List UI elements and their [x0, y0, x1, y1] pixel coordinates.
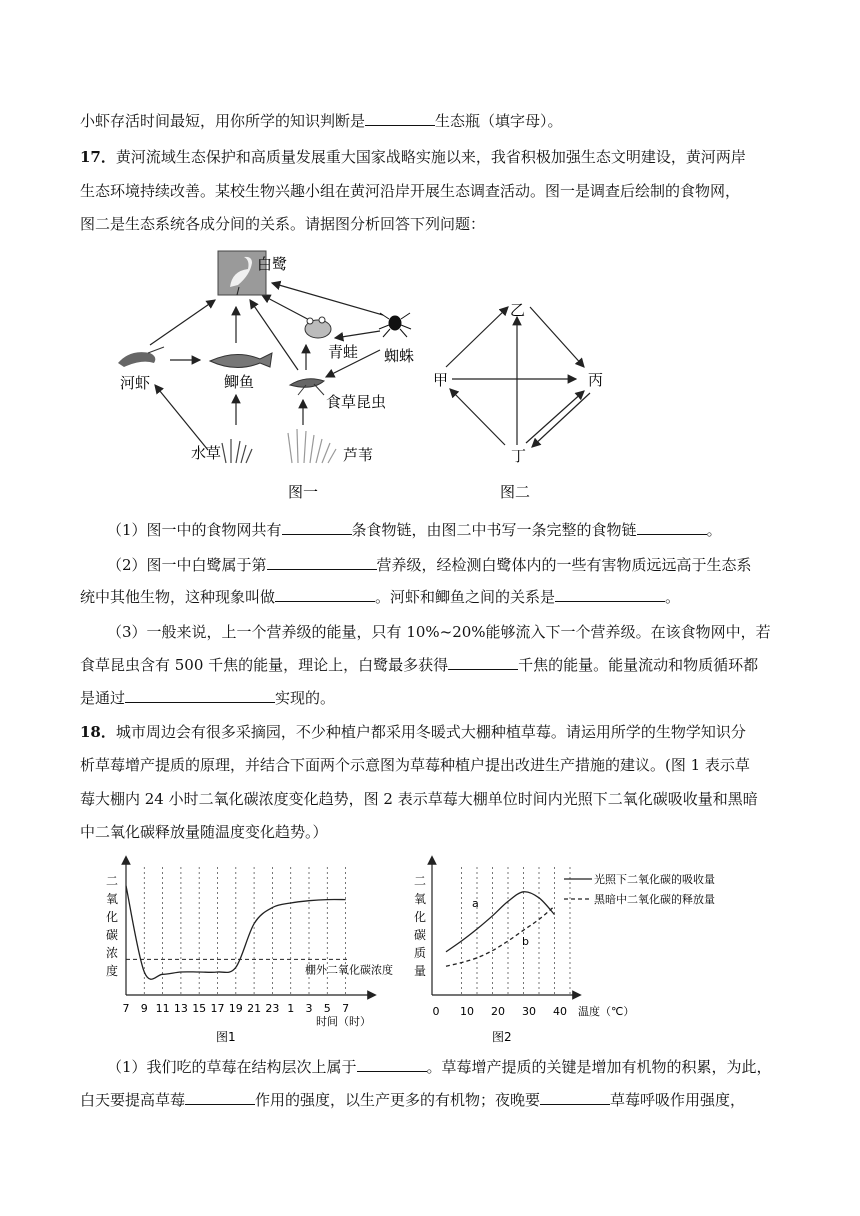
x-tick-label: 1 [287, 1002, 295, 1015]
x-tick-label: 13 [173, 1002, 188, 1015]
label-frog: 青蛙 [328, 343, 359, 361]
x-tick-label: 30 [522, 1005, 536, 1018]
label-water-grass: 水草 [191, 444, 222, 462]
q17-part2-line1 [107, 555, 807, 575]
chart-co2-24h [100, 855, 415, 1050]
x-tick-label: 11 [155, 1002, 170, 1015]
curve-b-label: b [522, 935, 529, 948]
q17-stem-line2: 生态环境持续改善。某校生物兴趣小组在黄河沿岸开展生态调查活动。图一是调查后绘制的食物网， [80, 182, 741, 200]
legend-solid-label: 光照下二氧化碳的吸收量 [594, 873, 715, 886]
q18-part1-line2 [80, 1090, 780, 1110]
answer-blank[interactable] [540, 1090, 610, 1105]
answer-blank[interactable] [448, 655, 518, 670]
q17-p3-text: 千焦的能量。能量流动和物质循环都 [518, 656, 759, 674]
answer-blank[interactable] [275, 587, 375, 602]
series-dark-release [446, 906, 555, 966]
question-number: 18． [80, 723, 116, 741]
answer-blank[interactable] [267, 555, 377, 570]
chart-co2-temperature [412, 855, 752, 1050]
label-carp: 鲫鱼 [224, 373, 255, 391]
x-tick-label: 20 [491, 1005, 505, 1018]
q17-p2-text: 营养级，经检测白鹭体内的一些有害物质远远高于生态系 [376, 556, 752, 574]
answer-blank[interactable] [555, 587, 665, 602]
q18-stem-line2: 析草莓增产提质的原理，并结合下面两个示意图为草莓种植户提出改进生产措施的建议。(图 1 表示草 [80, 756, 750, 774]
label-egret: 白鹭 [257, 255, 288, 273]
reference-line-label: 棚外二氧化碳浓度 [305, 963, 393, 977]
answer-blank[interactable] [185, 1090, 255, 1105]
x-tick-label: 10 [460, 1005, 474, 1018]
y-axis-label-char: 氧 [106, 892, 119, 906]
y-axis-label-char: 量 [414, 964, 427, 978]
q17-part3-line1: （3）一般来说，上一个营养级的能量，只有 10%~20%能够流入下一个营养级。在该食物网中，若 [107, 623, 771, 641]
q16-text-pre: 小虾存活时间最短，用你所学的知识判断是 [80, 112, 366, 130]
q17-stem-text: 黄河流域生态保护和高质量发展重大国家战略实施以来，我省积极加强生态文明建设，黄河两岸 [115, 148, 746, 166]
label-reed: 芦苇 [343, 446, 374, 464]
q17-p3-text: 食草昆虫含有 500 千焦的能量，理论上，白鹭最多获得 [80, 656, 449, 674]
q16-text-post: 生态瓶（填字母）。 [435, 112, 563, 130]
answer-blank[interactable] [125, 688, 275, 703]
x-tick-label: 7 [342, 1002, 350, 1015]
component-arrows [446, 307, 590, 447]
x-tick-label: 3 [305, 1002, 313, 1015]
y-axis-label-char: 化 [106, 910, 119, 924]
answer-blank[interactable] [637, 520, 707, 535]
x-tick-label: 5 [323, 1002, 331, 1015]
x-tick-label: 7 [122, 1002, 130, 1015]
grasshopper-image [290, 379, 324, 395]
y-axis-label-char: 二 [414, 874, 427, 888]
q18-p1-text: 白天要提高草莓 [80, 1091, 186, 1109]
answer-blank[interactable] [282, 520, 352, 535]
q17-p3-text: 是通过 [80, 689, 126, 707]
carp-image [210, 353, 272, 368]
fig1-caption: 图一 [288, 483, 319, 501]
q18-stem-line1 [80, 722, 780, 742]
question-number: 17． [80, 148, 116, 166]
spider-image [379, 313, 411, 337]
food-web-arrows [150, 283, 383, 450]
q18-stem-line3: 莓大棚内 24 小时二氧化碳浓度变化趋势，图 2 表示草莓大棚单位时间内光照下二氧化碳吸收量和黑暗 [80, 790, 758, 808]
q18-part1-line1 [107, 1057, 807, 1077]
x-tick-label: 17 [210, 1002, 225, 1015]
q17-part2-line2 [80, 587, 780, 607]
q17-p2-text: 统中其他生物，这种现象叫做 [80, 588, 276, 606]
q17-p2-text: 。河虾和鲫鱼之间的关系是 [375, 588, 556, 606]
fig2-caption: 图二 [500, 483, 531, 501]
q17-p3-text: 实现的。 [275, 689, 336, 707]
food-web-figures [100, 245, 640, 505]
y-axis-label-char: 氧 [414, 892, 427, 906]
chart2-caption: 图2 [492, 1030, 512, 1044]
q17-stem-line1 [80, 147, 780, 167]
x-tick-label: 19 [228, 1002, 243, 1015]
q16-tail-line [80, 111, 780, 131]
x-tick-label: 40 [553, 1005, 567, 1018]
x-tick-label: 21 [247, 1002, 262, 1015]
node-ding: 丁 [511, 447, 527, 465]
q18-stem-line4: 中二氧化碳释放量随温度变化趋势。） [80, 823, 328, 841]
y-axis-label [106, 874, 118, 978]
label-spider: 蜘蛛 [384, 347, 415, 365]
x-axis-label: 温度（℃） [578, 1005, 635, 1018]
node-jia: 甲 [433, 371, 449, 389]
chart1-caption: 图1 [216, 1030, 236, 1044]
q17-part1 [107, 520, 807, 540]
answer-blank[interactable] [357, 1057, 427, 1072]
x-tick-label: 9 [140, 1002, 148, 1015]
q17-p1-text: （1）图一中的食物网共有 [107, 521, 282, 539]
y-axis-label-char: 度 [106, 964, 119, 978]
x-axis-label: 时间（时） [316, 1015, 371, 1028]
q17-part3-line3 [80, 688, 780, 708]
frog-image [305, 317, 331, 338]
water-grass-image [222, 439, 252, 463]
q17-p1-text: 条食物链，由图二中书写一条完整的食物链 [351, 521, 637, 539]
label-grasshopper: 食草昆虫 [326, 393, 387, 411]
q18-stem-text: 城市周边会有很多采摘园，不少种植户都采用冬暖式大棚种植草莓。请运用所学的生物学知识分 [115, 723, 746, 741]
q18-p1-text: （1）我们吃的草莓在结构层次上属于 [107, 1058, 357, 1076]
x-tick-label: 23 [265, 1002, 280, 1015]
label-shrimp: 河虾 [120, 374, 151, 392]
node-yi: 乙 [510, 301, 526, 319]
q17-p2-text: （2）图一中白鹭属于第 [107, 556, 267, 574]
q18-p1-text: 草莓呼吸作用强度， [610, 1091, 746, 1109]
legend-dashed-label: 黑暗中二氧化碳的释放量 [594, 893, 715, 906]
y-axis-label-char: 质 [414, 946, 427, 960]
y-axis-label-char: 浓 [106, 946, 119, 960]
node-bing: 丙 [588, 371, 604, 389]
shrimp-image [118, 347, 164, 367]
q18-p1-text: 。草莓增产提质的关键是增加有机物的积累，为此， [426, 1058, 772, 1076]
x-tick-label: 0 [432, 1005, 440, 1018]
x-tick-label: 15 [192, 1002, 207, 1015]
y-axis-label-char: 碳 [106, 928, 119, 942]
series-light-absorption [446, 892, 555, 952]
q17-stem-line3: 图二是生态系统各成分间的关系。请据图分析回答下列问题： [80, 215, 486, 233]
y-axis-label-char: 二 [106, 874, 119, 888]
answer-blank[interactable] [365, 111, 435, 126]
y-axis-label [414, 874, 426, 978]
q18-p1-text: 作用的强度，以生产更多的有机物；夜晚要 [255, 1091, 541, 1109]
curve-a-label: a [472, 897, 479, 910]
reed-image [288, 429, 336, 463]
q17-part3-line2 [80, 655, 780, 675]
q17-p2-text: 。 [665, 588, 681, 606]
y-axis-label-char: 化 [414, 910, 427, 924]
q17-p1-text: 。 [706, 521, 722, 539]
y-axis-label-char: 碳 [414, 928, 427, 942]
